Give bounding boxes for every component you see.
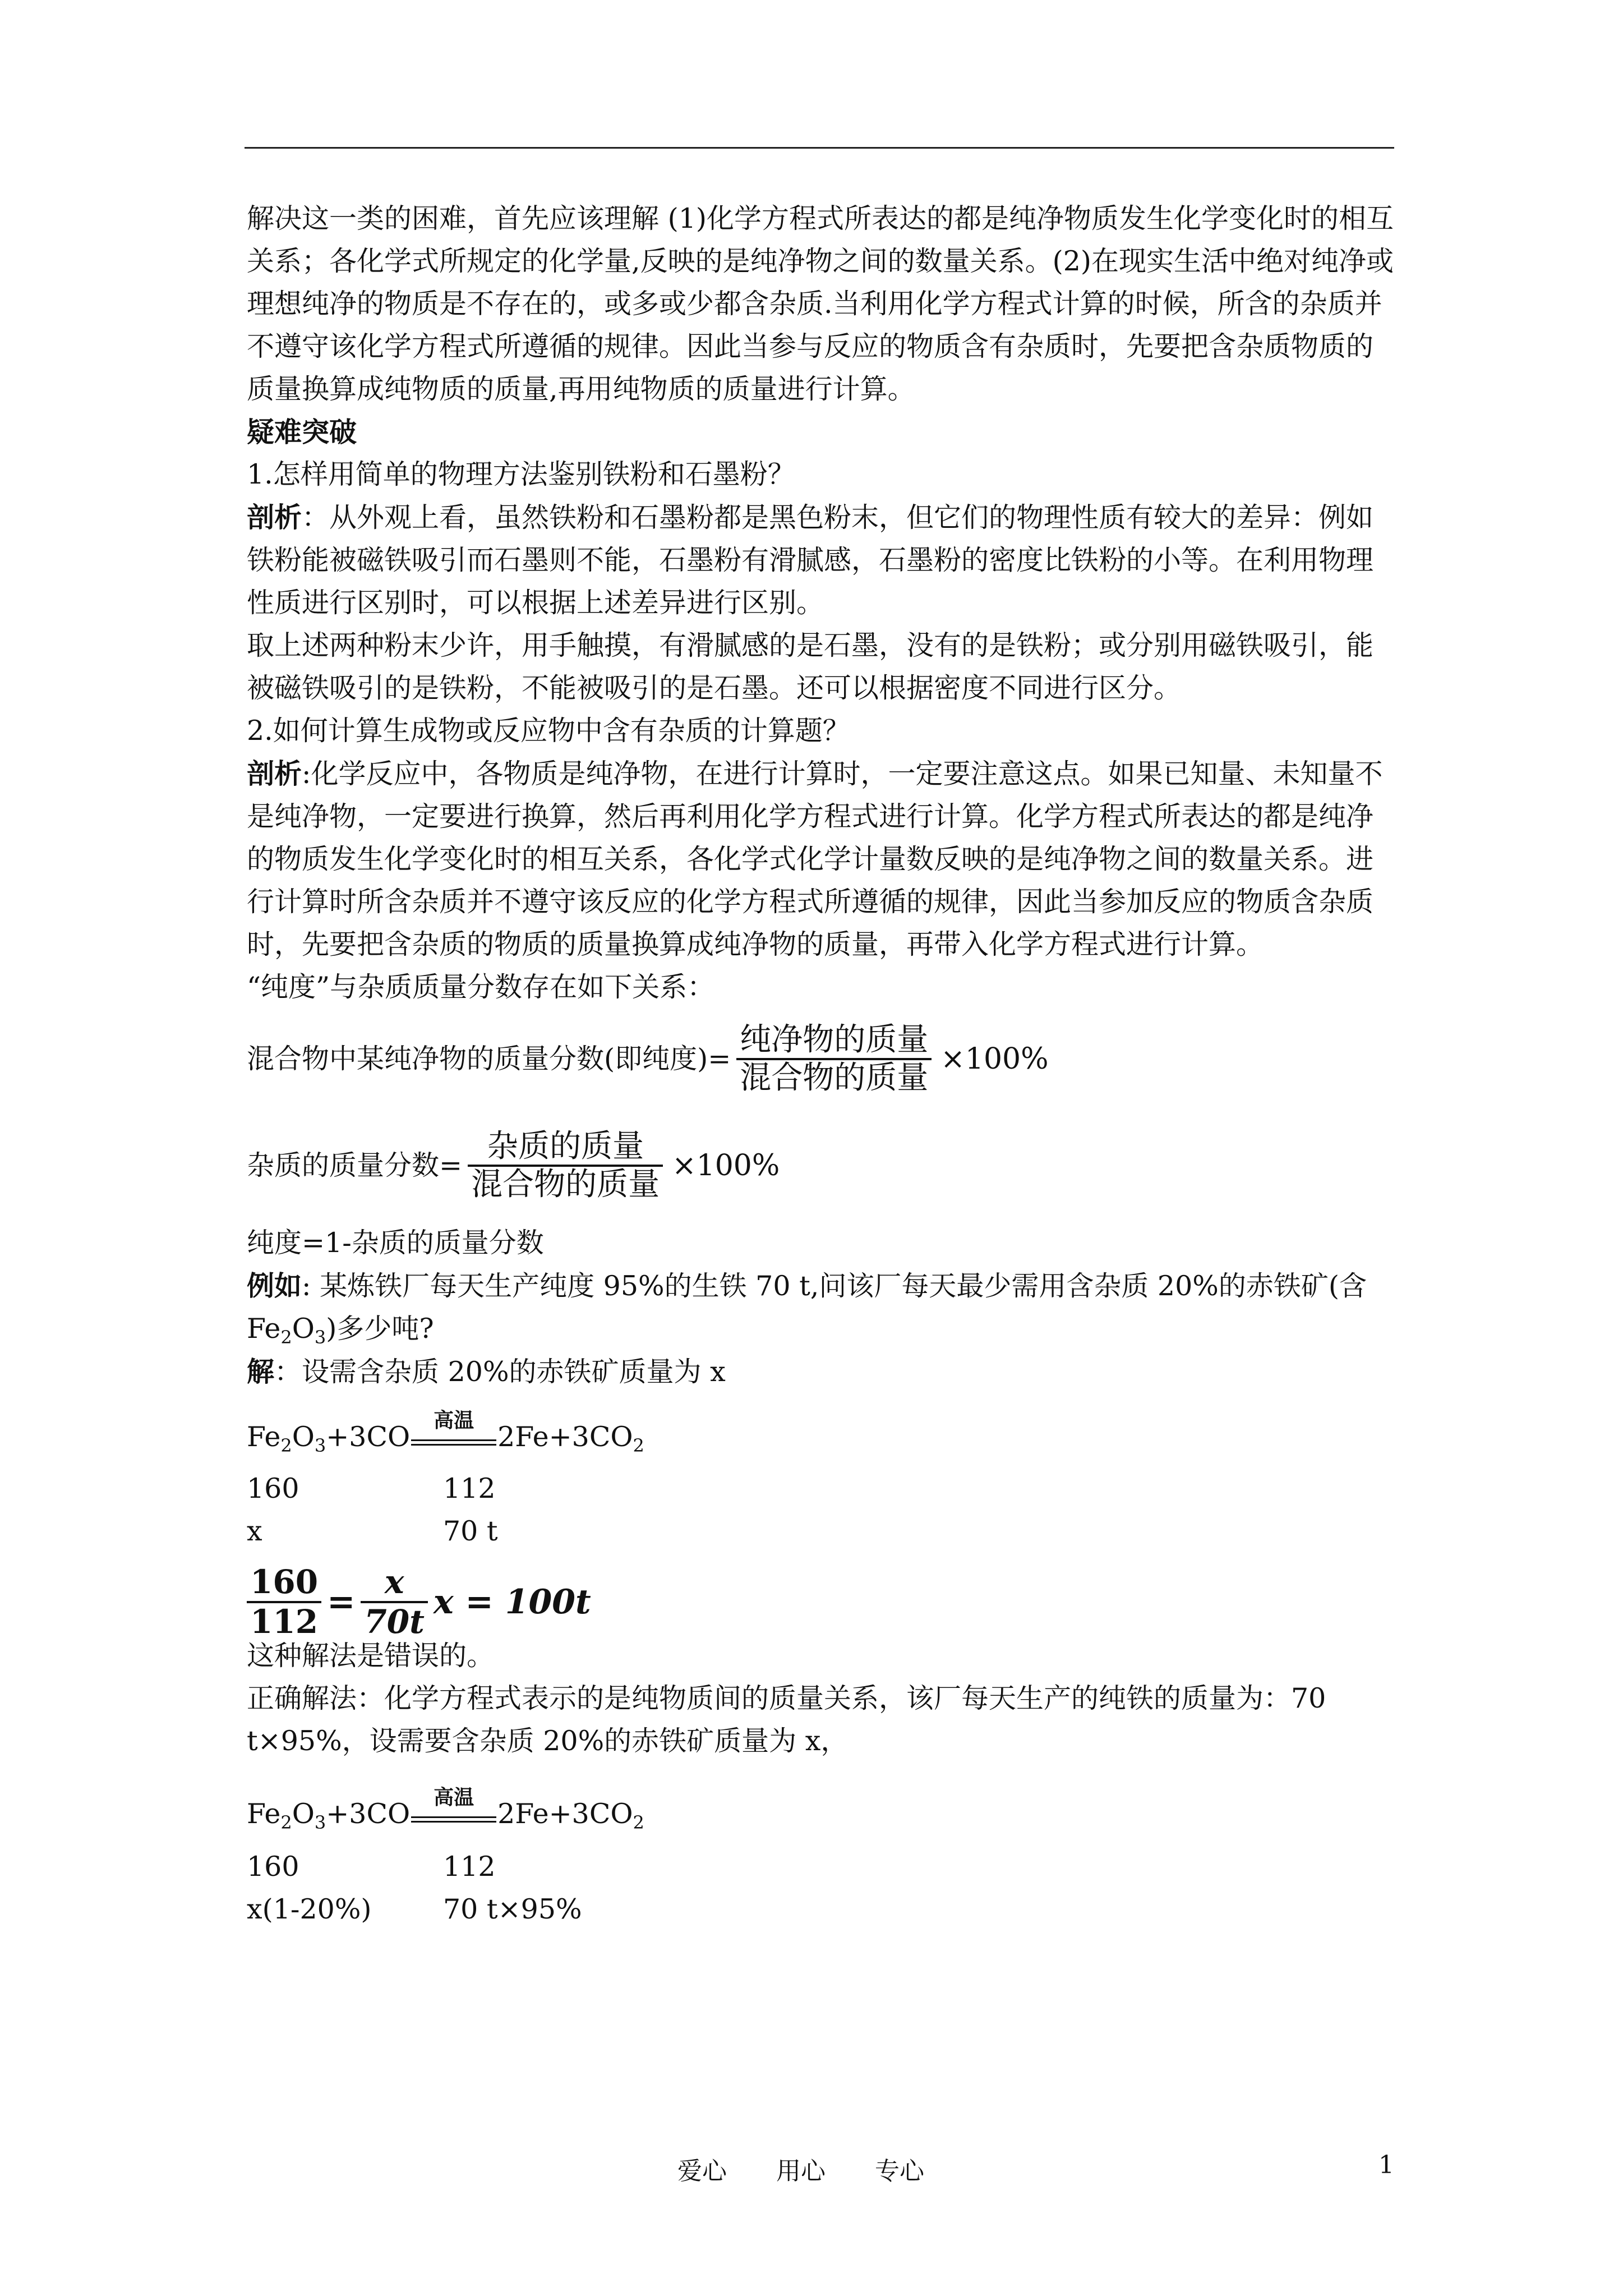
analysis-label: 剖析 xyxy=(247,757,302,790)
example-statement-2 xyxy=(247,1308,1396,1350)
equals-sign: = xyxy=(327,1582,356,1622)
chemical-equation xyxy=(247,1763,1396,1835)
fraction-numerator: 纯净物的质量 xyxy=(740,1021,929,1058)
example-label: 例如 xyxy=(247,1269,302,1302)
formula-fe: Fe xyxy=(247,1313,281,1345)
ratio-value: 112 xyxy=(443,1473,496,1504)
purity-formula xyxy=(247,1009,1396,1110)
answer-2 xyxy=(247,752,1396,966)
answer-1-more: 取上述两种粉末少许，用手触摸，有滑腻感的是石墨，没有的是铁粉；或分别用磁铁吸引，能被磁铁吸引的是铁粉，不能被吸引的是石墨。还可以根据密度不同进行区分。 xyxy=(247,629,1374,704)
question-2: 2.如何计算生成物或反应物中含有杂质的计算题？ xyxy=(247,715,850,747)
ratio-row-1 xyxy=(247,1467,1396,1510)
subscript: 2 xyxy=(280,1435,292,1456)
solution-line xyxy=(247,1350,1396,1393)
example-question-end: )多少吨? xyxy=(326,1313,434,1345)
subscript: 3 xyxy=(314,1435,326,1456)
subscript: 2 xyxy=(633,1435,644,1456)
fraction xyxy=(247,1563,321,1640)
solution-label: 解 xyxy=(247,1355,275,1388)
answer-2-text: :化学反应中，各物质是纯净物，在进行计算时，一定要注意这点。如果已知量、未知量不是纯净物，一定要进行换算，然后再利用化学方程式进行计算。化学方程式所表达的都是纯净的物质发生化学变化时的相互关系，各化学式化学计量数反映的是纯净物之间的数量关系。进行计算时所含杂质并不遵守该反应的化学方程式所遵循的规律，因此当参加反应的物质含杂质时，先要把含杂质的物质的质量换算成纯净物的质量，再带入化学方程式进行计算。 xyxy=(247,758,1383,960)
subscript: 3 xyxy=(314,1812,326,1833)
ratio-value: 70 t×95% xyxy=(443,1893,582,1925)
intro-paragraph: 解决这一类的困难，首先应该理解 (1)化学方程式所表达的都是纯净物质发生化学变化时的相互关系；各化学式所规定的化学量,反映的是纯净物之间的数量关系。(2)在现实生活中绝对纯净或理想纯净的物质是不存在的，或多或少都含杂质.当利用化学方程式计算的时候，所含的杂质并不遵守该化学方程式所遵循的规律。因此当参与反应的物质含有杂质时，先要把含杂质物质的质量换算成纯物质的质量,再用纯物质的质量进行计算。 xyxy=(247,203,1394,405)
eq-o: O xyxy=(292,1798,315,1830)
solution-text: ：设需含杂质 20%的赤铁矿质量为 x xyxy=(274,1356,726,1388)
reaction-condition-arrow xyxy=(411,1786,496,1835)
fraction-denominator: 混合物的质量 xyxy=(740,1060,929,1096)
fraction-numerator: x xyxy=(384,1563,404,1602)
fraction-numerator: 杂质的质量 xyxy=(487,1128,644,1165)
answer-1 xyxy=(247,496,1396,624)
formula-o: O xyxy=(292,1313,315,1345)
question-1: 1.怎样用简单的物理方法鉴别铁粉和石墨粉？ xyxy=(247,458,795,490)
ratio-value: x xyxy=(247,1515,262,1547)
fraction-denominator: 112 xyxy=(250,1603,319,1641)
purity-relation: 纯度=1-杂质的质量分数 xyxy=(247,1227,544,1259)
subscript: 2 xyxy=(280,1327,292,1348)
ratio-row-2 xyxy=(247,1888,1396,1931)
proportion-result: x = 100t xyxy=(433,1582,591,1622)
fraction xyxy=(361,1563,428,1640)
ratio-value: 160 xyxy=(247,1473,299,1504)
page-body xyxy=(247,197,1396,1931)
fraction-numerator: 160 xyxy=(250,1563,319,1602)
eq-products: 2Fe+3CO xyxy=(497,1421,633,1453)
ratio-row-1 xyxy=(247,1846,1396,1888)
section-heading: 疑难突破 xyxy=(247,416,357,448)
header-rule xyxy=(245,147,1394,149)
impurity-formula xyxy=(247,1110,1396,1222)
fraction-denominator: 70t xyxy=(364,1603,425,1641)
percent-factor: ×100% xyxy=(940,1042,1049,1076)
eq-reactant-co: +3CO xyxy=(326,1798,411,1830)
eq-reactant-co: +3CO xyxy=(326,1421,411,1453)
wrong-verdict: 这种解法是错误的。 xyxy=(247,1640,495,1672)
ratio-value: 112 xyxy=(443,1851,496,1883)
analysis-label: 剖析 xyxy=(247,501,302,533)
subscript: 2 xyxy=(280,1812,292,1833)
condition-label: 高温 xyxy=(434,1786,474,1809)
ratio-row-2 xyxy=(247,1510,1396,1553)
chemical-equation xyxy=(247,1393,1396,1458)
eq-fe: Fe xyxy=(247,1421,281,1453)
purity-formula-lead: 混合物中某纯净物的质量分数(即纯度)= xyxy=(247,1043,731,1075)
condition-label: 高温 xyxy=(434,1409,474,1432)
ratio-value: x(1-20%) xyxy=(247,1893,372,1925)
ratio-value: 70 t xyxy=(443,1515,498,1547)
correct-solution-intro: 正确解法：化学方程式表示的是纯物质间的质量关系，该厂每天生产的纯铁的质量为：70 t×95%，设需要含杂质 20%的赤铁矿质量为 x， xyxy=(247,1682,1326,1757)
answer-1-text: ：从外观上看，虽然铁粉和石墨粉都是黑色粉末，但它们的物理性质有较大的差异：例如铁粉能被磁铁吸引而石墨则不能，石墨粉有滑腻感，石墨粉的密度比铁粉的小等。在利用物理性质进行区别时，可以根据上述差异进行区别。 xyxy=(247,501,1374,619)
footer-motto: 爱心 用心 专心 xyxy=(677,2157,924,2185)
reaction-condition-arrow xyxy=(411,1409,496,1458)
fraction-denominator: 混合物的质量 xyxy=(471,1166,660,1203)
impurity-fraction xyxy=(468,1129,663,1203)
example-text: : 某炼铁厂每天生产纯度 95%的生铁 70 t,问该厂每天最少需用含杂质 20%的赤铁矿(含 xyxy=(302,1270,1367,1302)
eq-o: O xyxy=(292,1421,315,1453)
eq-products: 2Fe+3CO xyxy=(497,1798,633,1830)
purity-intro: “纯度”与杂质质量分数存在如下关系： xyxy=(247,971,715,1003)
ratio-value: 160 xyxy=(247,1851,299,1883)
page-number: 1 xyxy=(1378,2151,1394,2179)
subscript: 3 xyxy=(314,1327,326,1348)
impurity-formula-lead: 杂质的质量分数= xyxy=(247,1149,463,1181)
eq-fe: Fe xyxy=(247,1798,281,1830)
purity-fraction xyxy=(736,1022,932,1097)
subscript: 2 xyxy=(633,1812,644,1833)
percent-factor: ×100% xyxy=(672,1149,780,1182)
example-statement xyxy=(247,1264,1396,1308)
